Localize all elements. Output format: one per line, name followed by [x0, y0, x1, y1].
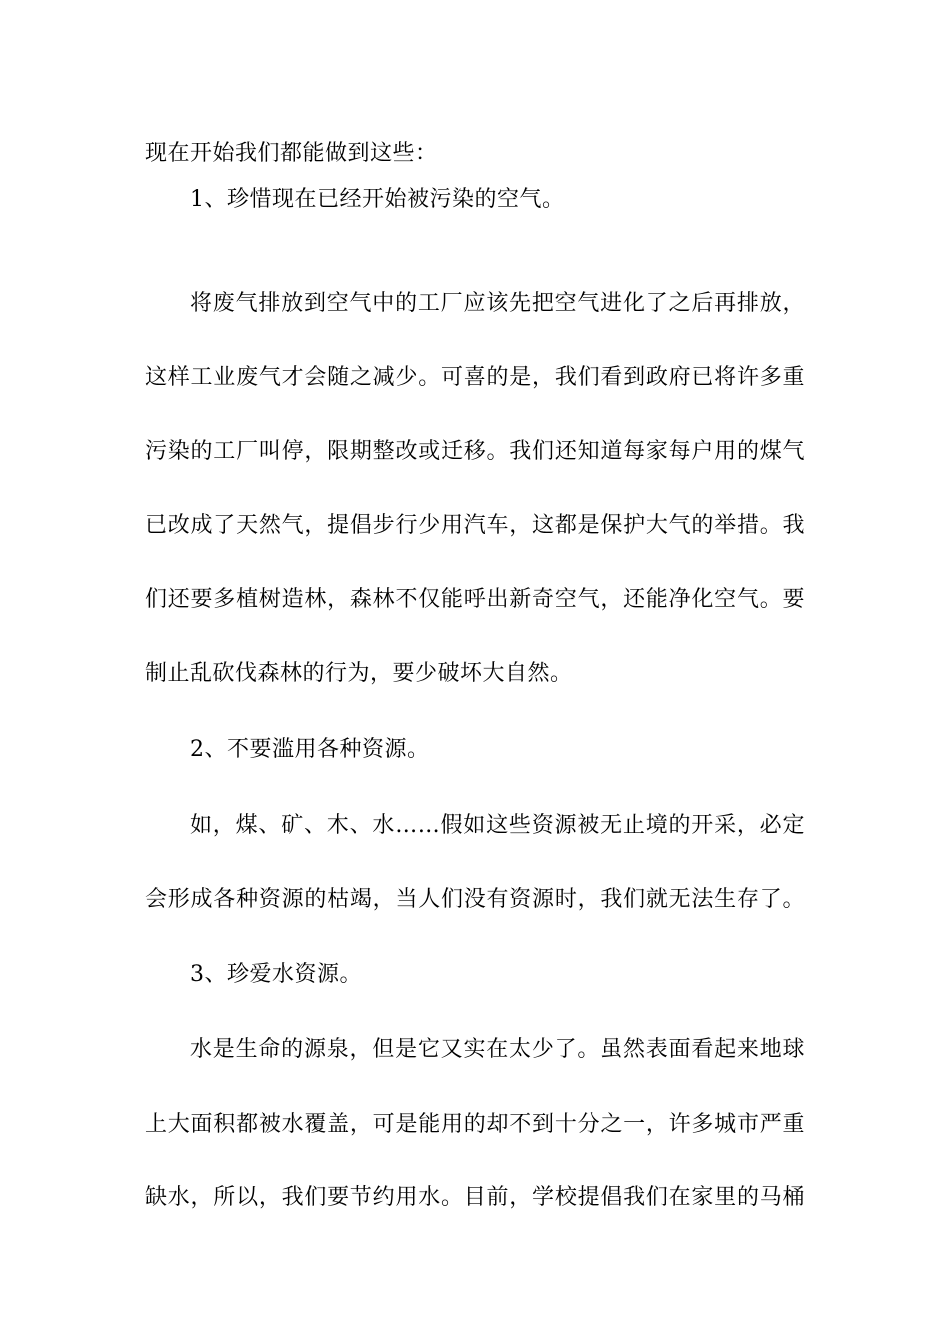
paragraph-line: 如，煤、矿、木、水……假如这些资源被无止境的开采，必定: [190, 813, 805, 838]
paragraph-line: 上大面积都被水覆盖，可是能用的却不到十分之一，许多城市严重: [145, 1112, 805, 1137]
item-2-heading: 2、不要滥用各种资源。: [190, 737, 430, 762]
item-1-heading: 1、珍惜现在已经开始被污染的空气。: [190, 187, 565, 212]
paragraph-line: 已改成了天然气，提倡步行少用汽车，这都是保护大气的举措。我: [145, 513, 805, 538]
paragraph-line: 会形成各种资源的枯竭，当人们没有资源时，我们就无法生存了。: [145, 887, 805, 912]
paragraph-line: 制止乱砍伐森林的行为，要少破坏大自然。: [145, 661, 573, 686]
paragraph-line: 这样工业废气才会随之减少。可喜的是，我们看到政府已将许多重: [145, 365, 805, 390]
paragraph-line: 污染的工厂叫停，限期整改或迁移。我们还知道每家每户用的煤气: [145, 439, 805, 464]
paragraph-line: 们还要多植树造林，森林不仅能呼出新奇空气，还能净化空气。要: [145, 587, 805, 612]
paragraph-line: 水是生命的源泉，但是它又实在太少了。虽然表面看起来地球: [190, 1037, 805, 1062]
paragraph-line: 将废气排放到空气中的工厂应该先把空气进化了之后再排放，: [190, 291, 805, 316]
item-3-heading: 3、珍爱水资源。: [190, 962, 362, 987]
paragraph-line: 缺水，所以，我们要节约用水。目前，学校提倡我们在家里的马桶: [145, 1185, 805, 1210]
intro-line: 现在开始我们都能做到这些：: [145, 141, 438, 166]
